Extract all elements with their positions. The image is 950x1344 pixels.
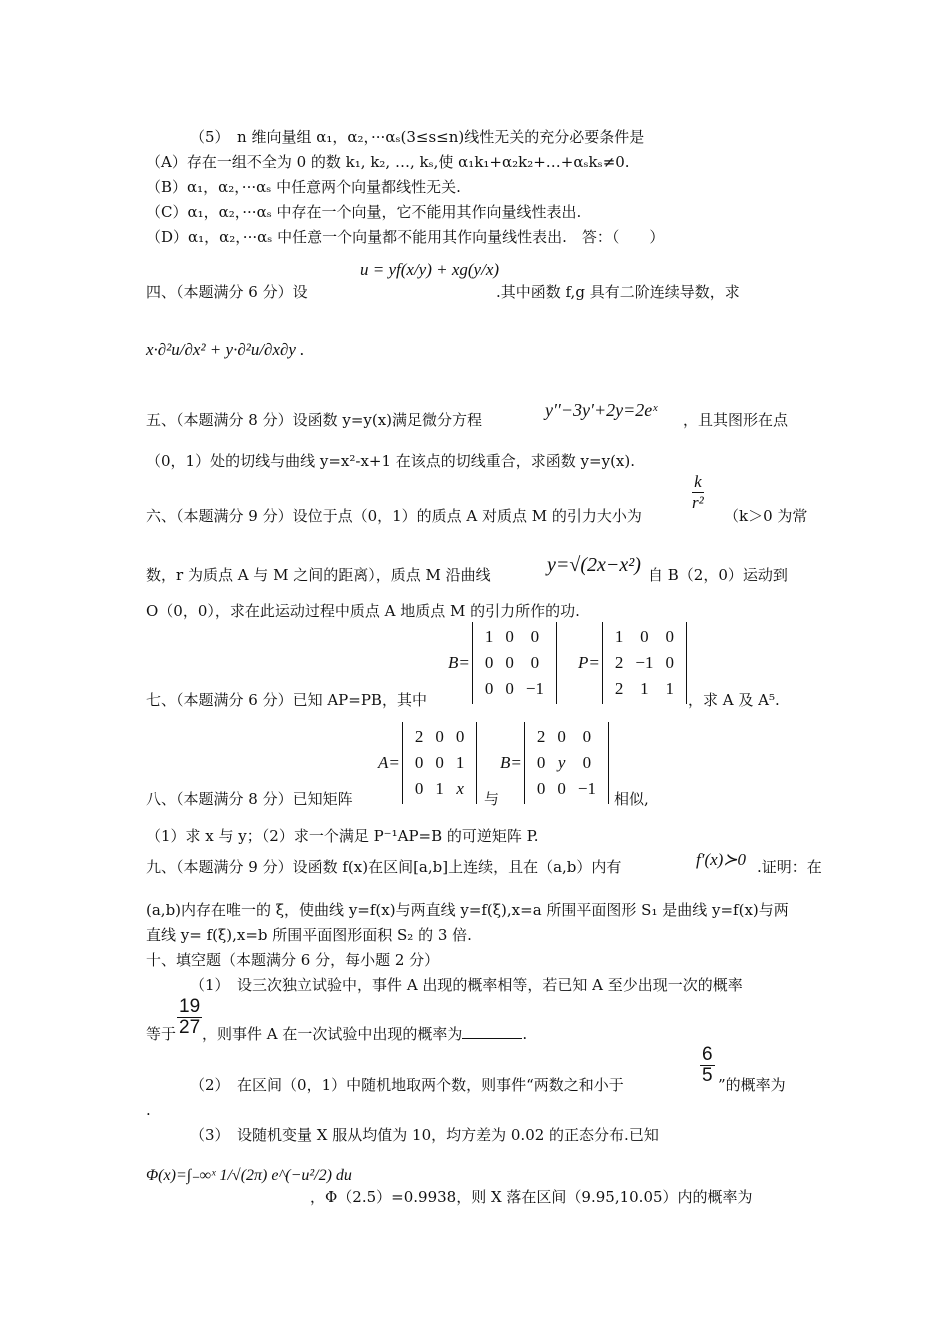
p10-q1-line1: （1） 设三次独立试验中，事件 A 出现的概率相等，若已知 A 至少出现一次的概率 bbox=[190, 976, 743, 994]
p10-q2-tail: ”的概率为 bbox=[718, 1076, 786, 1094]
p10-q2-line1: （2） 在区间（0，1）中随机地取两个数，则事件“两数之和小于 bbox=[190, 1076, 624, 1094]
p8-lead: 八、（本题满分 8 分）已知矩阵 bbox=[146, 790, 353, 808]
p10-q3-formula: Φ(x)=∫₋∞ˣ 1/√(2π) e^(−u²/2) du bbox=[146, 1167, 352, 1184]
p10-q1-fraction: $\frac{19}{27}$ bbox=[179, 996, 201, 1038]
p5-line2: （0，1）处的切线与曲线 y=x²-x+1 在该点的切线重合，求函数 y=y(x). bbox=[146, 452, 635, 470]
p6-lead: 六、（本题满分 9 分）设位于点（0，1）的质点 A 对质点 M 的引力大小为 bbox=[146, 507, 642, 525]
p9-line2: (a,b)内存在唯一的 ξ，使曲线 y=f(x)与两直线 y=f(ξ),x=a 所围平面图形 S₁ 是曲线 y=f(x)与两 bbox=[146, 901, 789, 919]
p6-frac-num: k bbox=[692, 472, 704, 493]
p5-tail: ，且其图形在点 bbox=[683, 411, 789, 429]
p10-q1-prefix: 等于 bbox=[146, 1025, 177, 1043]
p10-q2-end: . bbox=[146, 1101, 151, 1119]
q5-option-b: （B）α₁，α₂，···αₛ 中任意两个向量都线性无关. bbox=[146, 178, 461, 196]
p6-frac-den: r² bbox=[692, 493, 704, 512]
p8-matrix-b: B= 2 0 0 0 y 0 0 0 −1 bbox=[500, 722, 609, 804]
q5-option-d: （D）α₁，α₂，···αₛ 中任意一个向量都不能用其作向量线性表出. 答：（ ） bbox=[146, 228, 665, 246]
p9-lead: 九、（本题满分 9 分）设函数 f(x)在区间[a,b]上连续，且在（a,b）内有 bbox=[146, 858, 622, 876]
p4-formula: u = yf(x/y) + xg(y/x) bbox=[360, 260, 500, 279]
p8-tail: 相似, bbox=[614, 790, 649, 808]
q5-option-c: （C）α₁，α₂，···αₛ 中存在一个向量，它不能用其作向量线性表出. bbox=[146, 203, 582, 221]
p5-lead: 五、（本题满分 8 分）设函数 y=y(x)满足微分方程 bbox=[146, 411, 483, 429]
p10-q3-line1: （3） 设随机变量 X 服从均值为 10，均方差为 0.02 的正态分布.已知 bbox=[190, 1126, 659, 1144]
p6-curve: y=√(2x−x²) bbox=[547, 554, 641, 576]
p10-q1-line2: ，则事件 A 在一次试验中出现的概率为 . bbox=[202, 1025, 528, 1043]
q5-option-a: （A）存在一组不全为 0 的数 k₁, k₂, …, kₛ,使 α₁k₁+α₂k₂+…+αₛkₛ≠0. bbox=[146, 153, 630, 171]
p6-line2-tail: 自 B（2，0）运动到 bbox=[648, 566, 788, 584]
p9-tail: .证明：在 bbox=[757, 858, 822, 876]
p10-q2-fraction: $\frac{6}{5}$ bbox=[702, 1044, 713, 1086]
p7-matrix-b: B= 1 0 0 0 0 0 0 0 −1 bbox=[448, 622, 557, 704]
p6-tail: （k＞0 为常 bbox=[724, 507, 808, 525]
p8-matrix-a: A= 2 0 0 0 0 1 0 1 x bbox=[378, 722, 477, 804]
p6-line2: 数，r 为质点 A 与 M 之间的距离），质点 M 沿曲线 bbox=[146, 566, 491, 584]
answer-blank[interactable] bbox=[462, 1038, 522, 1039]
p8-mid: 与 bbox=[484, 790, 500, 808]
q5-stem: （5） n 维向量组 α₁，α₂，···αₛ(3≤s≤n)线性无关的充分必要条件是 bbox=[190, 128, 645, 146]
p6-line3: O（0，0），求在此运动过程中质点 A 地质点 M 的引力所作的功. bbox=[146, 602, 580, 620]
p10-q3-line2: ，Φ（2.5）=0.9938，则 X 落在区间（9.95,10.05）内的概率为 bbox=[310, 1188, 753, 1206]
p4-tail: .其中函数 f,g 具有二阶连续导数，求 bbox=[496, 283, 740, 301]
p9-line3: 直线 y= f(ξ),x=b 所围平面图形面积 S₂ 的 3 倍. bbox=[146, 926, 472, 944]
p9-condition: f′(x)≻0 bbox=[696, 850, 747, 869]
p4-expression: x·∂²u/∂x² + y·∂²u/∂x∂y . bbox=[146, 340, 305, 359]
p7-lead: 七、（本题满分 6 分）已知 AP=PB，其中 bbox=[146, 691, 427, 709]
p10-heading: 十、填空题（本题满分 6 分，每小题 2 分） bbox=[146, 951, 440, 969]
p7-tail: ，求 A 及 A⁵. bbox=[688, 691, 780, 709]
p6-fraction bbox=[692, 472, 704, 513]
p7-matrix-p: P= 1 0 0 2 −1 0 2 1 1 bbox=[578, 622, 687, 704]
p5-equation: y′′−3y′+2y=2eˣ bbox=[545, 400, 658, 420]
p8-subquestions: （1）求 x 与 y；（2）求一个满足 P⁻¹AP=B 的可逆矩阵 P. bbox=[146, 827, 539, 845]
p4-lead: 四、（本题满分 6 分）设 bbox=[146, 283, 308, 301]
